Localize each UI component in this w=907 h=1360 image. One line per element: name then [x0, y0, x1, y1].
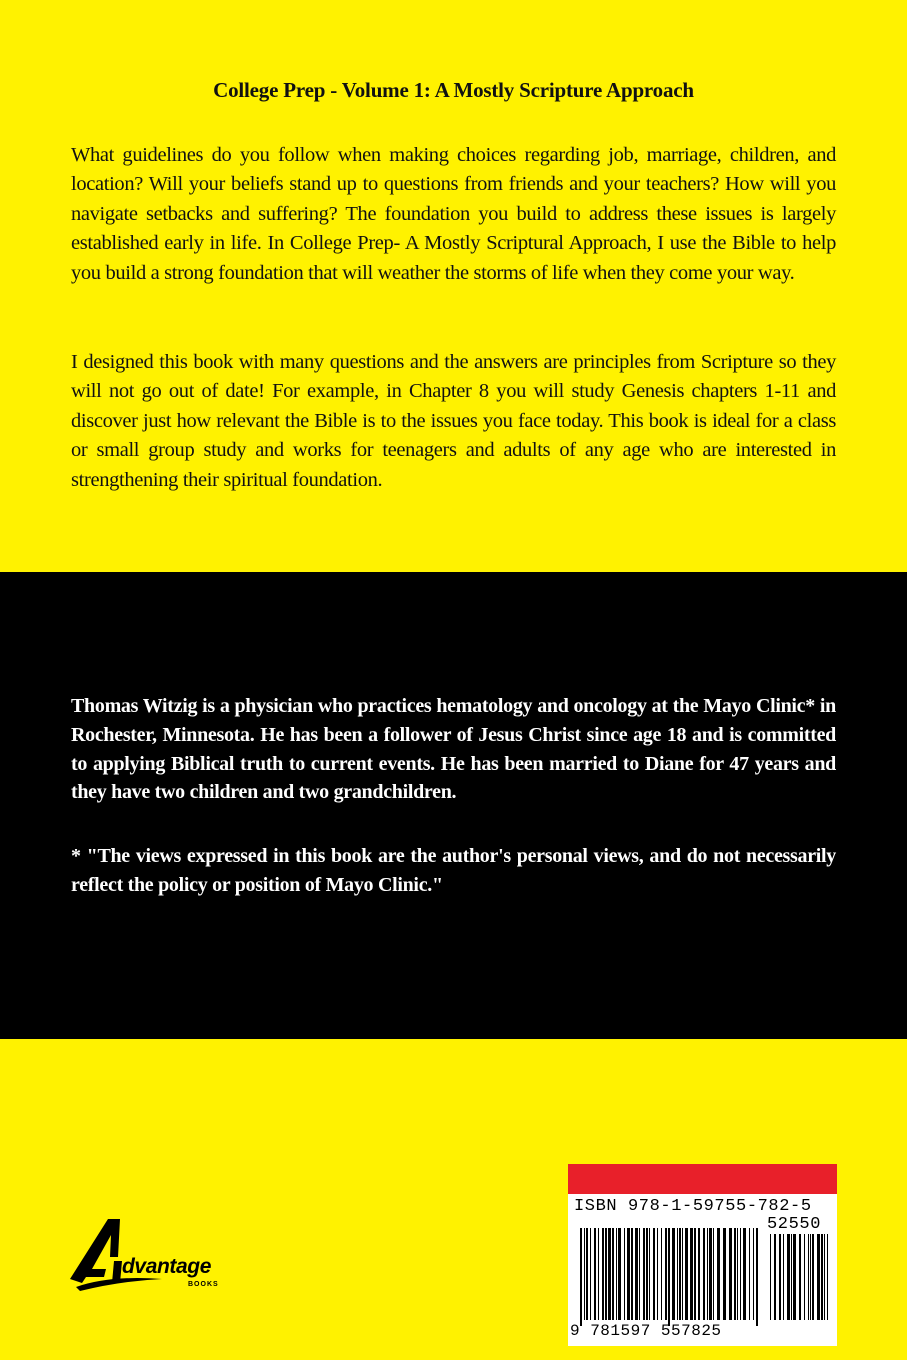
- isbn-barcode: [568, 1164, 837, 1346]
- description-paragraph-1: What guidelines do you follow when making choices regarding job, marriage, children, and location? Will your beliefs stand up to questions from friends and your teachers? How will you navigate setbacks and suffering? The foundation you build to address these issues is largely established early in life. In College Prep- A Mostly Scriptural Approach, I use the Bible to help you build a strong foundation that will weather the storms of life when they come your way.: [71, 144, 836, 284]
- publisher-logo: [70, 1217, 240, 1299]
- barcode-digits: 9 781597 557825: [570, 1322, 722, 1340]
- barcode-price-strip: [568, 1164, 837, 1194]
- barcode-bars: [574, 1220, 832, 1330]
- author-bio: Thomas Witzig is a physician who practices hematology and oncology at the Mayo Clinic* in Rochester, Minnesota. He has been a follower of Jesus Christ since age 18 and is committed to applying Biblical truth to current events. He has been married to Diane for 47 years and they have two children and two grandchildren.: [71, 695, 836, 804]
- publisher-name: dvantage: [122, 1255, 211, 1278]
- book-title: College Prep - Volume 1: A Mostly Scripture Approach: [213, 78, 694, 102]
- isbn-text: ISBN 978-1-59755-782-5: [574, 1197, 812, 1216]
- author-disclaimer: * "The views expressed in this book are the author's personal views, and do not necessarily reflect the policy or position of Mayo Clinic.": [71, 845, 836, 896]
- author-band: [0, 572, 907, 1039]
- description-paragraph-2: I designed this book with many questions and the answers are principles from Scripture so they will not go out of date! For example, in Chapter 8 you will study Genesis chapters 1-11 and discover just how relevant the Bible is to the issues you face today. This book is ideal for a class or small group study and works for teenagers and adults of any age who are interested in strengthening their spiritual foundation.: [71, 351, 836, 491]
- barcode-addon-number: 52550: [767, 1215, 822, 1234]
- publisher-subtitle: BOOKS: [188, 1281, 219, 1288]
- cover-bottom-section: [0, 1039, 907, 1360]
- cover-top-section: [0, 0, 907, 572]
